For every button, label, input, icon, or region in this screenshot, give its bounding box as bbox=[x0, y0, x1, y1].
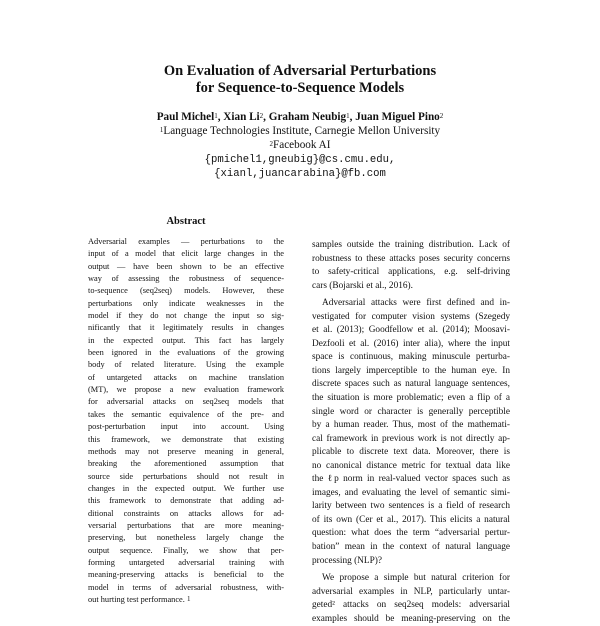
body-line: the ℓp norm in real-valued vector spaces such as bbox=[312, 474, 510, 485]
body-line: We propose a simple but natural criterion for bbox=[322, 573, 510, 584]
author-affil-mark: 2 bbox=[259, 112, 264, 120]
body-line: geted² attacks on seq2seq models: adversarial bbox=[312, 600, 510, 611]
paper-title-line-1: On Evaluation of Adversarial Perturbations bbox=[163, 63, 437, 79]
abstract-line: preserving, but nonetheless largely change the bbox=[88, 533, 284, 543]
abstract-line: model in terms of adversarial robustness, with- bbox=[88, 582, 284, 592]
body-line: cal framework in previous work is not directly ap- bbox=[312, 433, 510, 444]
abstract-line: versarial perturbations that are more meaning- bbox=[88, 520, 284, 530]
abstract-line: output sequence. Finally, we show that per- bbox=[88, 545, 284, 555]
body-line: larity between two sentences is a field of research bbox=[312, 501, 510, 512]
body-line: of its own (Cer et al., 2017). This elicits a natural bbox=[312, 514, 510, 525]
author-affil-mark: 2 bbox=[439, 112, 444, 120]
abstract-line: meaning-preserving attacks is beneficial to the bbox=[88, 570, 284, 580]
affil-mark: 2 bbox=[269, 140, 273, 148]
affil-text: Facebook AI bbox=[273, 139, 331, 151]
affil-text: Language Technologies Institute, Carnegie Mellon University bbox=[163, 125, 441, 137]
body-line: by a human reader. Thus, most of the mathemati- bbox=[312, 420, 510, 431]
abstract-line: methods may not preserve meaning in general, bbox=[88, 446, 284, 456]
abstract-line: perturbations only indicate weaknesses in the bbox=[88, 298, 284, 308]
body-line: no canonical distance metric for textual data like bbox=[312, 460, 510, 471]
abstract-line: breaking the aforementioned assumption that bbox=[88, 459, 284, 469]
abstract-line: post-perturbation input into account. Using bbox=[88, 422, 284, 432]
author-name: Juan Miguel Pino bbox=[355, 111, 440, 123]
author-affil-mark: 1 bbox=[214, 112, 218, 120]
abstract-line: way of assessing the robustness of sequence- bbox=[88, 274, 284, 284]
author-list: Paul Michel$^1$, Xian Li$^2$, Graham Neubig$^1$, Juan Miguel Pino$^2$ bbox=[156, 111, 444, 123]
abstract-body bbox=[88, 236, 284, 606]
body-line: Dezfooli et al. (2016) inter alia), where the input bbox=[312, 338, 510, 349]
paper-title-line-2: for Sequence-to-Sequence Models bbox=[195, 80, 405, 96]
abstract-heading: Abstract bbox=[166, 216, 206, 227]
abstract-line-text: out hurting test performance. bbox=[88, 594, 185, 604]
author-affil-mark: 1 bbox=[346, 112, 350, 120]
affiliation-2 bbox=[0, 138, 600, 152]
body-line: vestigated for computer vision systems (Szegedy bbox=[312, 311, 510, 322]
body-line: bation” mean in the context of natural language bbox=[312, 542, 510, 553]
abstract-line: of untargeted attacks on machine translation bbox=[88, 372, 284, 382]
body-line: Adversarial attacks were first defined and in- bbox=[322, 298, 510, 309]
affiliation-1 bbox=[0, 124, 600, 138]
abstract-line: nificantly that it legitimately results in changes bbox=[88, 323, 284, 333]
body-line: images, and evaluating the level of semantic simi- bbox=[312, 487, 510, 498]
right-column bbox=[312, 239, 510, 626]
body-line: adversarial examples in NLP, particularly untar- bbox=[312, 586, 510, 597]
abstract-line: in the expected output. This fact has largely bbox=[88, 335, 284, 345]
abstract-line: for adversarial attacks on seq2seq models that bbox=[88, 397, 284, 407]
abstract-line: forming untargeted adversarial training with bbox=[88, 557, 284, 567]
body-line: examples should be meaning-preserving on the bbox=[312, 613, 510, 624]
author-name: Graham Neubig bbox=[268, 111, 347, 123]
body-line: question: what does the term “adversarial pertur- bbox=[312, 528, 510, 539]
body-line: et al. (2013); Goodfellow et al. (2014); Moosavi- bbox=[312, 325, 510, 336]
body-line: space is continuous, making minuscule perturba- bbox=[312, 352, 510, 363]
author-name: Xian Li bbox=[223, 111, 260, 123]
email-line-1: {pmichel1,gneubig}@cs.cmu.edu, bbox=[204, 154, 396, 166]
body-line: the situation is more problematic; even a flip of a bbox=[312, 393, 510, 404]
abstract-line: body of related literature. Using the example bbox=[88, 360, 284, 370]
abstract-line: model if they do not change the input so sig- bbox=[88, 311, 284, 321]
body-line: cars (Bojarski et al., 2016). bbox=[312, 280, 413, 291]
email-line-2: {xianl,juancarabina}@fb.com bbox=[214, 168, 386, 180]
affil-mark: 1 bbox=[159, 126, 164, 134]
abstract-line: been ignored in the evaluations of the growing bbox=[88, 348, 284, 358]
abstract-line: ditional constraints on attacks allows for ad- bbox=[88, 508, 284, 518]
body-line: tions largely imperceptible to the human eye. In bbox=[312, 365, 510, 376]
abstract-line: this framework to demonstrate that adding ad- bbox=[88, 496, 284, 506]
body-line: to safety-critical applications, e.g. self-driving bbox=[312, 267, 510, 278]
abstract-line bbox=[88, 594, 284, 606]
abstract-line: changes in the expected output. We further use bbox=[88, 483, 284, 493]
abstract-line: output — have been shown to be an effective bbox=[88, 261, 284, 271]
abstract-line: source side perturbations should not result in bbox=[88, 471, 284, 481]
abstract-line: this framework, we demonstrate that existing bbox=[88, 434, 284, 444]
abstract-line: (MT), we propose a new evaluation framework bbox=[88, 385, 284, 395]
body-line: single word or character is generally perceptible bbox=[312, 406, 510, 417]
body-line: robustness to these attacks poses security concerns bbox=[312, 253, 510, 264]
body-line: discrete spaces such as natural language sentences, bbox=[312, 379, 510, 390]
body-line: plicable to discrete text data. Moreover, there is bbox=[312, 447, 510, 458]
abstract-line: takes the semantic equivalence of the pre- and bbox=[88, 409, 284, 419]
body-line: processing (NLP)? bbox=[312, 555, 382, 566]
body-line: samples outside the training distribution. Lack of bbox=[312, 240, 510, 250]
abstract-line: input of a model that elicit large changes in the bbox=[88, 249, 284, 259]
abstract-line: to-sequence (seq2seq) models. However, these bbox=[88, 286, 284, 296]
footnote-mark: 1 bbox=[186, 594, 191, 603]
author-name: Paul Michel bbox=[156, 111, 215, 123]
abstract-line: Adversarial examples — perturbations to the bbox=[88, 237, 284, 246]
